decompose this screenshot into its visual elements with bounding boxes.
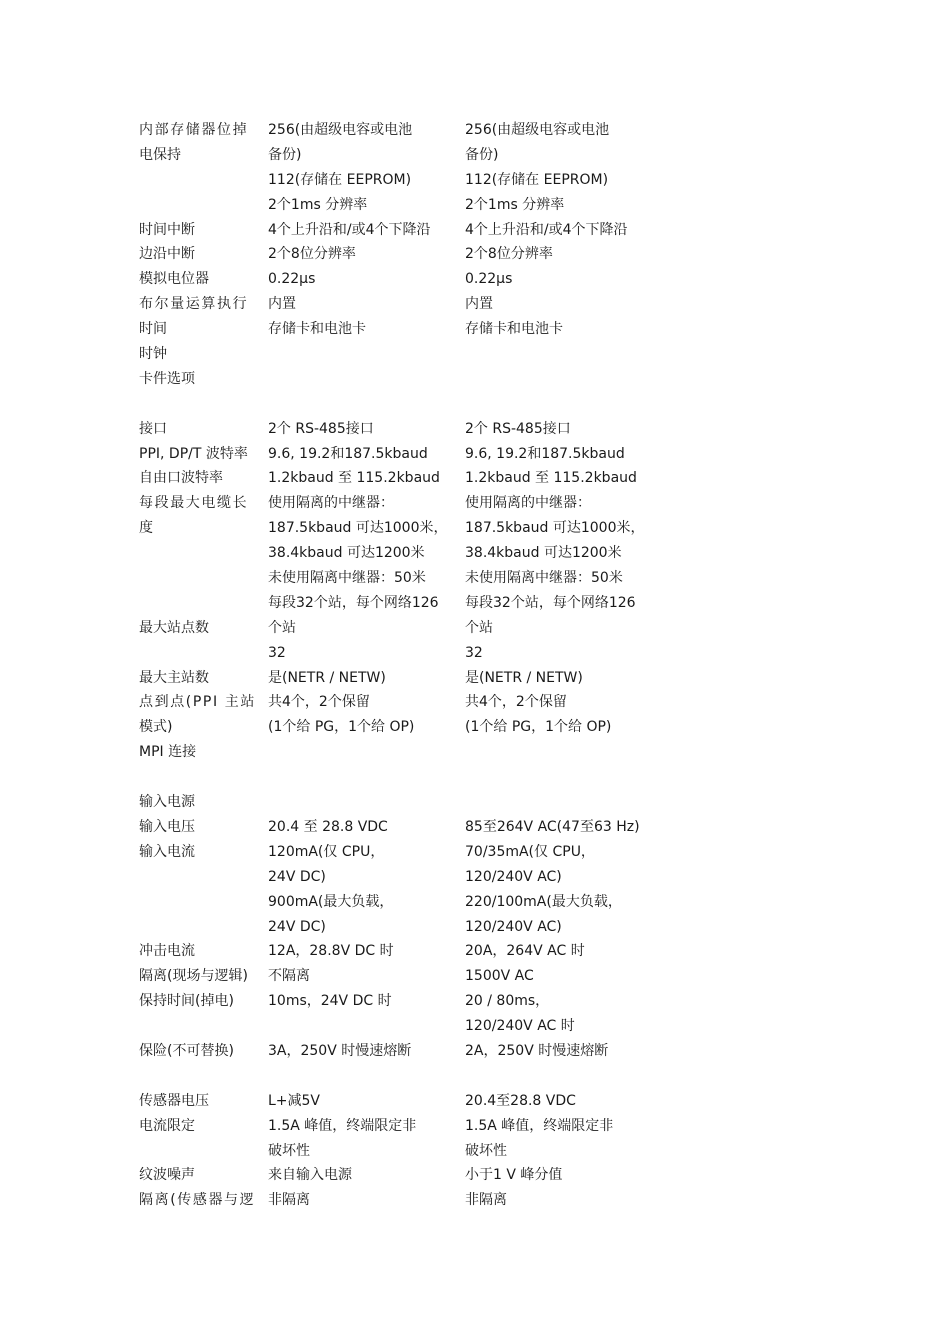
spec-value-ac: 共4个，2个保留 bbox=[465, 694, 567, 711]
spec-value-ac: 1.5A 峰值，终端限定非 bbox=[465, 1117, 614, 1134]
spec-value-dc: 内置 bbox=[268, 296, 296, 313]
spec-value-dc: 使用隔离的中继器： bbox=[268, 495, 394, 512]
table-row bbox=[0, 740, 950, 765]
spec-value-ac: 破坏性 bbox=[465, 1142, 507, 1159]
spec-value-dc: 24V DC) bbox=[268, 918, 326, 935]
spec-value-ac: 存储卡和电池卡 bbox=[465, 321, 563, 338]
table-row bbox=[0, 566, 950, 591]
table-row bbox=[0, 765, 950, 790]
table-row bbox=[0, 666, 950, 691]
spec-value-ac: 112(存储在 EEPROM) bbox=[465, 171, 609, 188]
spec-value-dc: 20.4 至 28.8 VDC bbox=[268, 818, 388, 835]
spec-value-dc: L+减5V bbox=[268, 1092, 321, 1109]
table-row bbox=[0, 865, 950, 890]
spec-value-dc: 120mA(仅 CPU， bbox=[268, 843, 385, 860]
spec-value-dc: 1.5A 峰值，终端限定非 bbox=[268, 1117, 417, 1134]
spec-label: 纹波噪声 bbox=[139, 1167, 195, 1184]
table-row bbox=[0, 342, 950, 367]
table-row bbox=[0, 317, 950, 342]
spec-value-ac: 0.22µs bbox=[465, 271, 513, 288]
spec-value-dc: 112(存储在 EEPROM) bbox=[268, 171, 412, 188]
table-row bbox=[0, 267, 950, 292]
spec-label: 布尔量运算执行 bbox=[139, 296, 249, 313]
table-row bbox=[0, 790, 950, 815]
spec-label: MPI 连接 bbox=[139, 744, 197, 761]
spec-label: 隔离(现场与逻辑) bbox=[139, 968, 248, 985]
spec-label: 保险(不可替换) bbox=[139, 1042, 234, 1059]
table-row bbox=[0, 1039, 950, 1064]
spec-label: 电流限定 bbox=[139, 1117, 195, 1134]
spec-label: 时钟 bbox=[139, 346, 167, 363]
table-row bbox=[0, 715, 950, 740]
spec-label: 隔离(传感器与逻 bbox=[139, 1192, 256, 1209]
table-row bbox=[0, 442, 950, 467]
spec-value-ac: 20 / 80ms， bbox=[465, 993, 550, 1010]
table-row bbox=[0, 242, 950, 267]
spec-value-ac: 85至264V AC(47至63 Hz) bbox=[465, 818, 640, 835]
spec-value-ac: 2A，250V 时慢速熔断 bbox=[465, 1042, 609, 1059]
spec-value-dc: 存储卡和电池卡 bbox=[268, 321, 366, 338]
spec-value-ac: 每段32个站，每个网络126 bbox=[465, 594, 636, 611]
spec-value-ac: 20.4至28.8 VDC bbox=[465, 1092, 576, 1109]
spec-label: 度 bbox=[139, 520, 153, 537]
spec-value-ac: 4个上升沿和/或4个下降沿 bbox=[465, 221, 628, 238]
spec-value-dc: 12A，28.8V DC 时 bbox=[268, 943, 394, 960]
spec-value-dc: 32 bbox=[268, 644, 286, 661]
spec-value-dc: 未使用隔离中继器：50米 bbox=[268, 570, 426, 587]
spec-value-dc: 2个1ms 分辨率 bbox=[268, 196, 368, 213]
spec-value-dc: 个站 bbox=[268, 619, 296, 636]
table-row bbox=[0, 641, 950, 666]
spec-value-ac: 个站 bbox=[465, 619, 493, 636]
table-row bbox=[0, 392, 950, 417]
spec-value-ac: 120/240V AC 时 bbox=[465, 1018, 575, 1035]
spec-value-dc: 备份) bbox=[268, 146, 302, 163]
table-row bbox=[0, 915, 950, 940]
spec-value-dc: 1.2kbaud 至 115.2kbaud bbox=[268, 470, 440, 487]
spec-value-ac: 9.6, 19.2和187.5kbaud bbox=[465, 445, 625, 462]
spec-label: 内部存储器位掉 bbox=[139, 122, 249, 138]
table-row bbox=[0, 989, 950, 1014]
spec-value-ac: 120/240V AC) bbox=[465, 918, 562, 935]
spec-value-dc: 共4个，2个保留 bbox=[268, 694, 370, 711]
spec-value-ac: 使用隔离的中继器： bbox=[465, 495, 591, 512]
spec-value-ac: 70/35mA(仅 CPU， bbox=[465, 843, 595, 860]
spec-value-dc: 256(由超级电容或电池 bbox=[268, 122, 413, 138]
table-row bbox=[0, 541, 950, 566]
spec-value-ac: 20A，264V AC 时 bbox=[465, 943, 585, 960]
spec-value-ac: 1500V AC bbox=[465, 968, 534, 985]
spec-value-ac: 2个1ms 分辨率 bbox=[465, 196, 565, 213]
spec-value-ac: 是(NETR / NETW) bbox=[465, 669, 583, 686]
table-row bbox=[0, 1089, 950, 1114]
table-row bbox=[0, 466, 950, 491]
spec-label: 输入电压 bbox=[139, 818, 195, 835]
table-row bbox=[0, 193, 950, 218]
spec-value-ac: 内置 bbox=[465, 296, 493, 313]
spec-value-dc: 0.22µs bbox=[268, 271, 316, 288]
spec-label: 保持时间(掉电) bbox=[139, 993, 234, 1010]
spec-value-dc: 187.5kbaud 可达1000米， bbox=[268, 520, 448, 537]
spec-value-dc: 非隔离 bbox=[268, 1192, 310, 1209]
table-row bbox=[0, 964, 950, 989]
spec-value-dc: 38.4kbaud 可达1200米 bbox=[268, 545, 425, 562]
spec-value-dc: 每段32个站，每个网络126 bbox=[268, 594, 439, 611]
spec-value-ac: 32 bbox=[465, 644, 483, 661]
spec-value-ac: 非隔离 bbox=[465, 1192, 507, 1209]
spec-value-ac: 187.5kbaud 可达1000米， bbox=[465, 520, 645, 537]
spec-value-ac: 小于1 V 峰分值 bbox=[465, 1167, 563, 1184]
table-row bbox=[0, 616, 950, 641]
spec-value-ac: 备份) bbox=[465, 146, 499, 163]
spec-value-dc: 10ms，24V DC 时 bbox=[268, 993, 392, 1010]
table-row bbox=[0, 367, 950, 392]
spec-label: 输入电流 bbox=[139, 843, 195, 860]
table-row bbox=[0, 1014, 950, 1039]
spec-value-ac: 2个 RS-485接口 bbox=[465, 420, 571, 437]
table-row bbox=[0, 1114, 950, 1139]
spec-value-dc: 是(NETR / NETW) bbox=[268, 669, 386, 686]
spec-label: 时间中断 bbox=[139, 221, 195, 238]
spec-value-dc: 2个 RS-485接口 bbox=[268, 420, 374, 437]
spec-value-dc: 破坏性 bbox=[268, 1142, 310, 1159]
table-row bbox=[0, 1139, 950, 1164]
spec-value-dc: 来自输入电源 bbox=[268, 1167, 352, 1184]
table-row bbox=[0, 516, 950, 541]
table-row bbox=[0, 840, 950, 865]
spec-value-dc: 2个8位分辨率 bbox=[268, 246, 356, 263]
table-row bbox=[0, 939, 950, 964]
spec-label: PPI, DP/T 波特率 bbox=[139, 445, 248, 462]
table-row bbox=[0, 292, 950, 317]
spec-table bbox=[0, 118, 950, 1213]
spec-value-ac: 120/240V AC) bbox=[465, 868, 562, 885]
spec-value-ac: 1.2kbaud 至 115.2kbaud bbox=[465, 470, 637, 487]
table-row bbox=[0, 143, 950, 168]
spec-label: 接口 bbox=[139, 420, 167, 437]
spec-value-ac: (1个给 PG，1个给 OP) bbox=[465, 719, 612, 736]
spec-value-dc: 900mA(最大负载， bbox=[268, 893, 394, 910]
spec-label: 边沿中断 bbox=[139, 246, 195, 263]
table-row bbox=[0, 168, 950, 193]
spec-label: 电保持 bbox=[139, 146, 181, 163]
table-row bbox=[0, 890, 950, 915]
table-row bbox=[0, 417, 950, 442]
spec-value-ac: 38.4kbaud 可达1200米 bbox=[465, 545, 622, 562]
spec-value-dc: 4个上升沿和/或4个下降沿 bbox=[268, 221, 431, 238]
table-row bbox=[0, 815, 950, 840]
spec-label: 传感器电压 bbox=[139, 1092, 209, 1109]
table-row bbox=[0, 1188, 950, 1213]
spec-value-dc: (1个给 PG，1个给 OP) bbox=[268, 719, 415, 736]
spec-label: 模拟电位器 bbox=[139, 271, 209, 288]
table-row bbox=[0, 591, 950, 616]
spec-label: 卡件选项 bbox=[139, 370, 195, 387]
table-row bbox=[0, 690, 950, 715]
spec-value-ac: 未使用隔离中继器：50米 bbox=[465, 570, 623, 587]
table-row bbox=[0, 118, 950, 143]
table-row bbox=[0, 1064, 950, 1089]
spec-value-ac: 2个8位分辨率 bbox=[465, 246, 553, 263]
table-row bbox=[0, 1163, 950, 1188]
spec-label: 模式) bbox=[139, 719, 173, 736]
spec-label: 冲击电流 bbox=[139, 943, 195, 960]
table-row bbox=[0, 491, 950, 516]
spec-label: 最大站点数 bbox=[139, 619, 209, 636]
spec-label: 时间 bbox=[139, 321, 167, 338]
spec-value-dc: 不隔离 bbox=[268, 968, 310, 985]
spec-value-dc: 3A，250V 时慢速熔断 bbox=[268, 1042, 412, 1059]
table-row bbox=[0, 218, 950, 243]
spec-value-dc: 9.6, 19.2和187.5kbaud bbox=[268, 445, 428, 462]
spec-label: 自由口波特率 bbox=[139, 470, 223, 487]
spec-value-ac: 256(由超级电容或电池 bbox=[465, 122, 610, 138]
spec-label: 点到点(PPI 主站 bbox=[139, 694, 256, 711]
spec-label: 最大主站数 bbox=[139, 669, 209, 686]
spec-value-ac: 220/100mA(最大负载， bbox=[465, 893, 622, 910]
spec-label: 每段最大电缆长 bbox=[139, 495, 249, 512]
spec-label: 输入电源 bbox=[139, 794, 195, 811]
spec-value-dc: 24V DC) bbox=[268, 868, 326, 885]
